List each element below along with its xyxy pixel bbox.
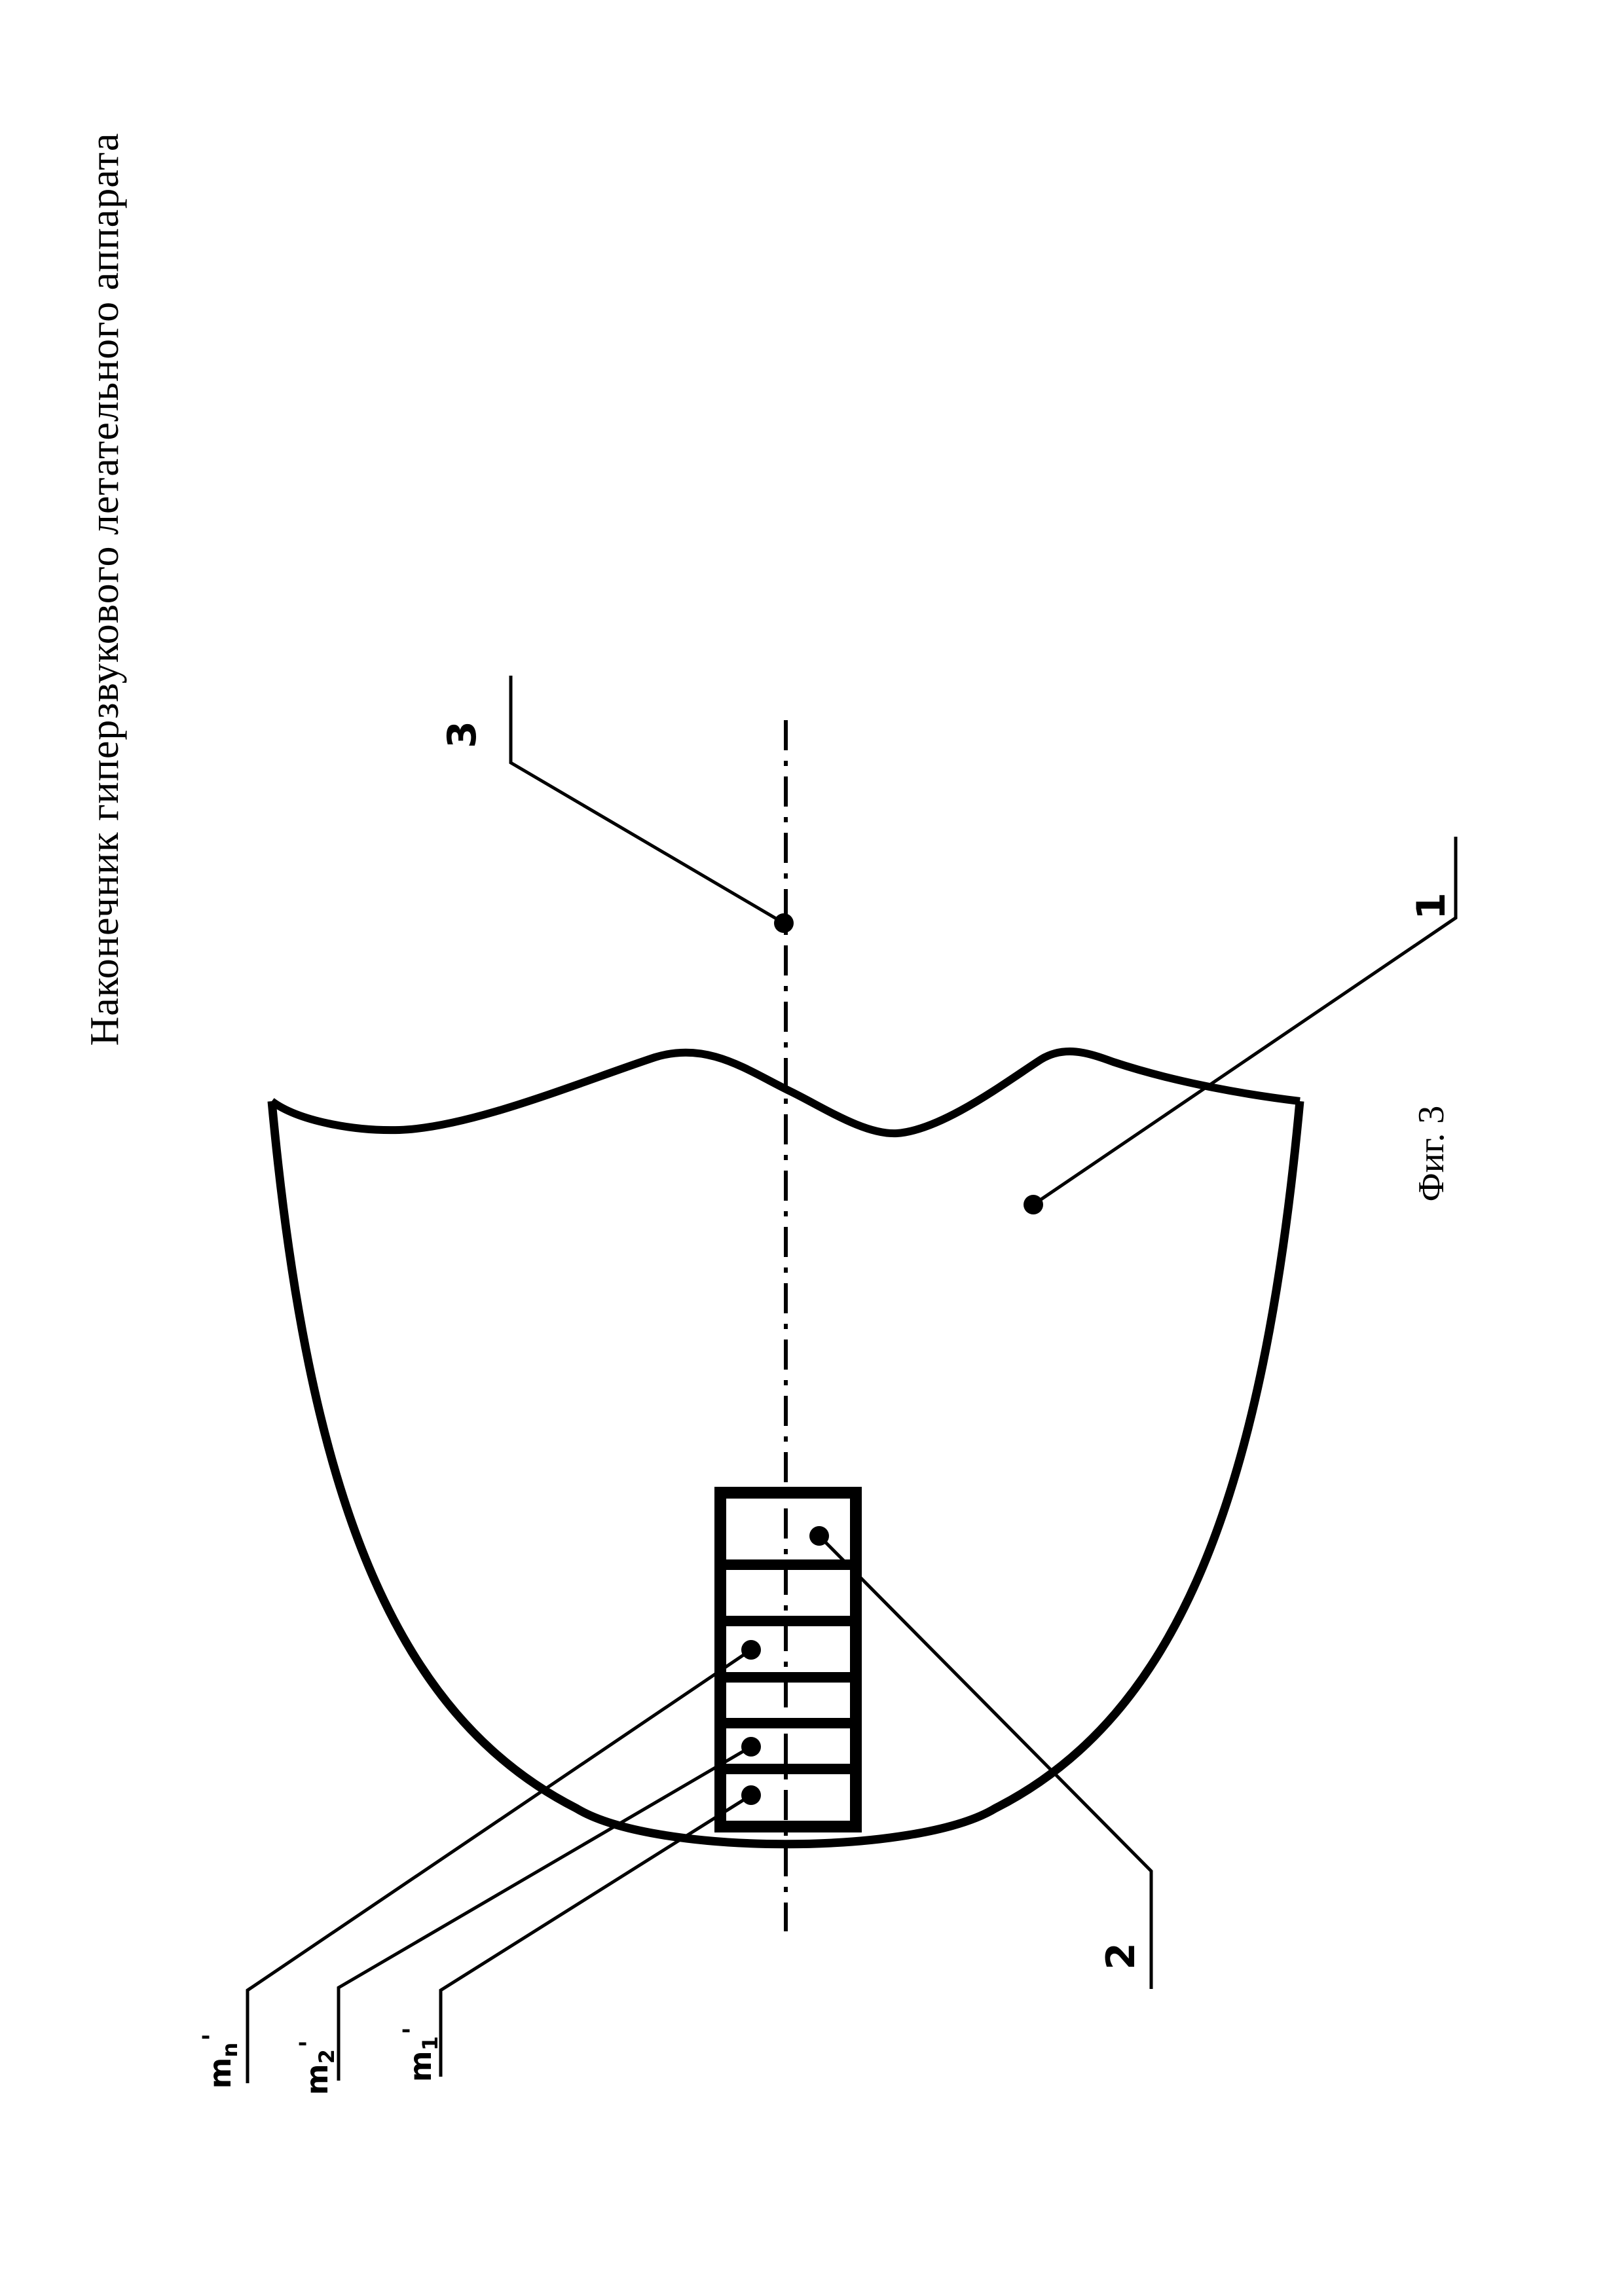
callout-label-3: 3 bbox=[439, 721, 485, 748]
leader-line bbox=[511, 676, 784, 923]
mass-subscript: 1 bbox=[418, 2036, 443, 2051]
figure-caption: Фиг. 3 bbox=[1411, 1105, 1452, 1202]
leader-line bbox=[248, 1650, 751, 2083]
leader-axis-3 bbox=[511, 676, 794, 933]
prime-mark: ' bbox=[198, 2033, 228, 2041]
leader-body-1 bbox=[1024, 837, 1456, 1214]
mass-stack bbox=[720, 1493, 856, 1827]
mass-stack-outline bbox=[720, 1493, 856, 1827]
reference-dot bbox=[774, 913, 794, 933]
leader-line bbox=[1033, 837, 1456, 1205]
callout-label-1: 1 bbox=[1409, 892, 1454, 920]
reference-dot bbox=[1024, 1195, 1043, 1214]
mass-symbol: m bbox=[202, 2057, 238, 2089]
mass-symbol: m bbox=[299, 2064, 335, 2096]
leader-mass-n bbox=[248, 1640, 761, 2083]
prime-mark: ' bbox=[295, 2039, 325, 2049]
mass-subscript: n bbox=[217, 2042, 242, 2058]
leader-line bbox=[819, 1536, 1151, 1989]
mass-label-m2 bbox=[295, 2039, 339, 2096]
reference-dot bbox=[741, 1640, 761, 1660]
reference-dot bbox=[741, 1785, 761, 1805]
mass-symbol: m bbox=[403, 2050, 438, 2083]
mass-label-m1 bbox=[398, 2026, 443, 2083]
callout-label-2: 2 bbox=[1098, 1942, 1144, 1970]
reference-dot bbox=[809, 1526, 829, 1546]
reference-dot bbox=[741, 1737, 761, 1757]
drawing-title: Наконечник гиперзвукового летательного аппарата bbox=[83, 132, 127, 1046]
mass-subscript: 2 bbox=[314, 2049, 339, 2064]
mass-label-mn bbox=[198, 2033, 242, 2089]
prime-mark: ' bbox=[398, 2026, 428, 2035]
